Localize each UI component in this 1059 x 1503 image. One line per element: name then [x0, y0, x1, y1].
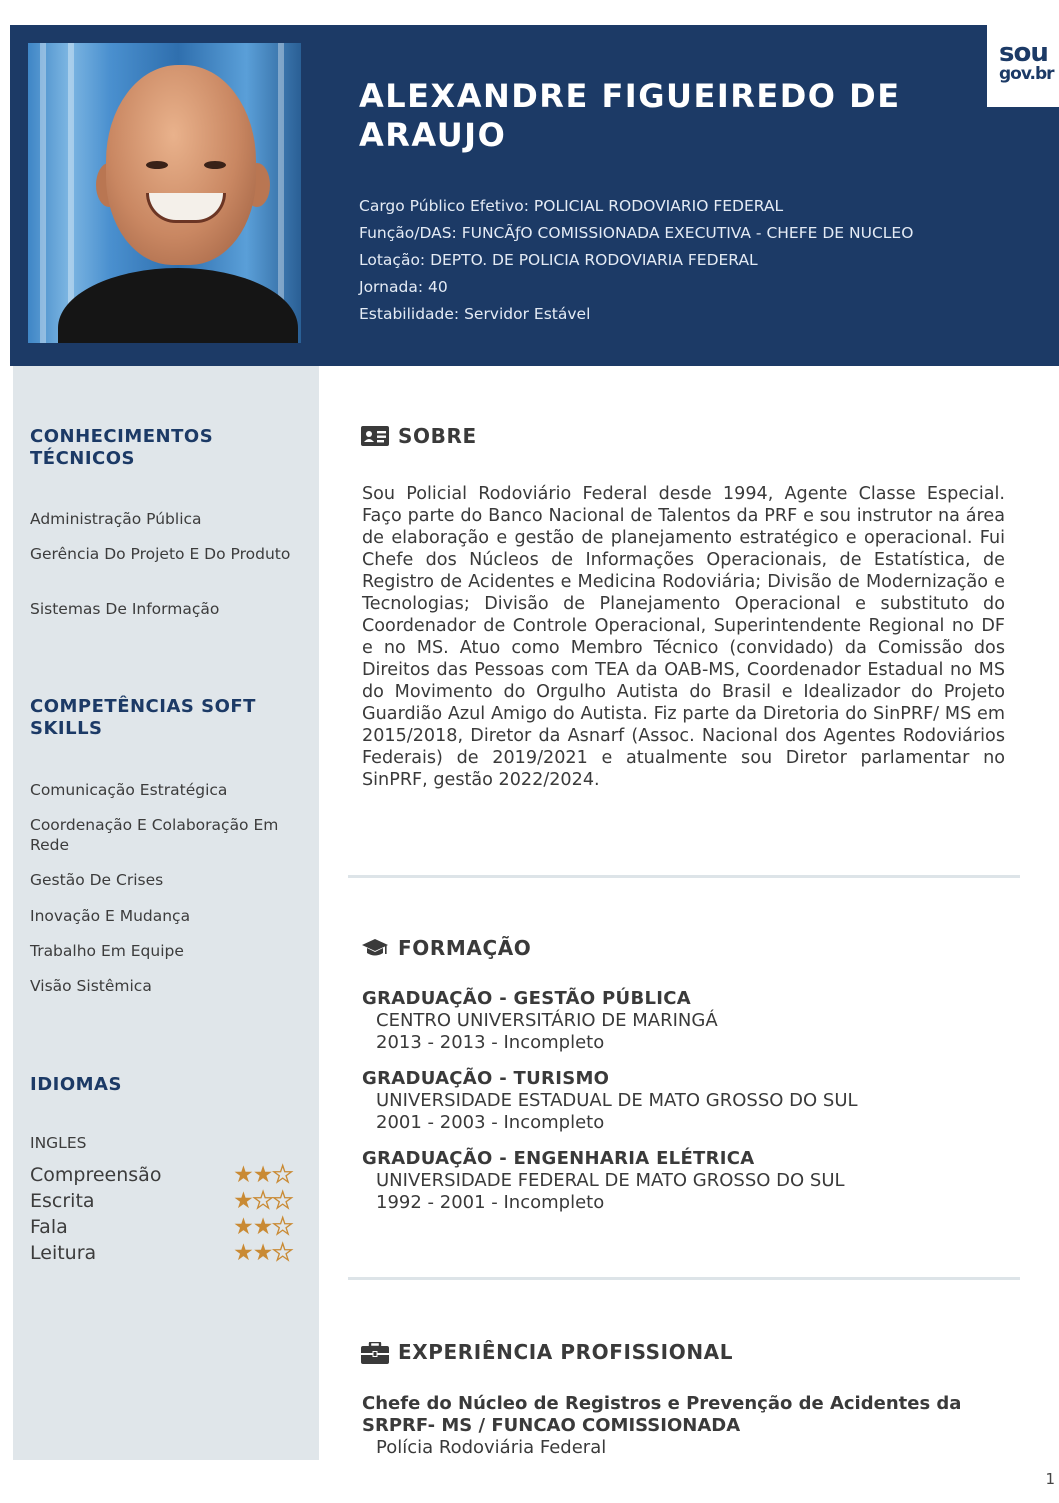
info-funcao: Função/DAS: FUNCÃƒO COMISSIONADA EXECUTIVA - CHEFE DE NUCLEO: [359, 224, 914, 242]
star-rating: [233, 1240, 292, 1266]
star-empty-icon: ★: [272, 1240, 292, 1266]
about-text: Sou Policial Rodoviário Federal desde 1994, Agente Classe Especial. Faço parte do Banco Nacional de Talentos da PRF e sou instrutor na área de elaboração e gestão de planejamento estratégico e operacional. Fui Chefe dos Núcleos de Informações Operacionais, de Estatística, de Registro de Acidentes e Medicina Rodoviária; Divisão de Modernização e Tecnologias; Divisão de Planejamento Operacional e substituto do Coordenador de Controle Operacional, Superintendente Regional no DF e no MS. Atuo como Membro Técnico (convidado) da Comissão dos Direitos das Pessoas com TEA da OAB-MS, Coordenador Estadual no MS do Movimento do Orgulho Autista do Brasil e Idealizador do Projeto Guardião Azul Amigo do Autista. Fiz parte da Diretoria do SinPRF/ MS em 2015/2018, Diretor da Asnarf (Assoc. Nacional dos Agentes Rodoviários Federais) de 2019/2021 e atualmente sou Diretor parlamentar no SinPRF, gestão 2022/2024.: [362, 484, 1005, 790]
education-item: [362, 1068, 1022, 1134]
soft-skills-title: COMPETÊNCIAS SOFT SKILLS: [30, 696, 256, 739]
degree-title: GRADUAÇÃO - GESTÃO PÚBLICA: [362, 988, 691, 1009]
star-filled-icon: ★: [233, 1188, 253, 1214]
skill-label: Fala: [30, 1216, 68, 1238]
profile-info: [359, 193, 1019, 328]
star-filled-icon: ★: [233, 1214, 253, 1240]
section-divider: [348, 1277, 1020, 1280]
profile-name: ALEXANDRE FIGUEIREDO DE ARAUJO: [359, 77, 901, 154]
star-filled-icon: ★: [252, 1240, 273, 1266]
language-name: INGLES: [30, 1134, 87, 1152]
star-filled-icon: ★: [252, 1162, 273, 1188]
tech-skill-item: Gerência Do Projeto E Do Produto: [30, 545, 291, 563]
star-filled-icon: ★: [233, 1240, 253, 1266]
sou-govbr-logo: sou gov.br: [987, 25, 1059, 107]
soft-skill-item: Gestão De Crises: [30, 871, 164, 889]
tech-skills-title: CONHECIMENTOS TÉCNICOS: [30, 426, 214, 469]
info-lotacao: Lotação: DEPTO. DE POLICIA RODOVIARIA FEDERAL: [359, 251, 758, 269]
star-empty-icon: ★: [272, 1214, 292, 1240]
skill-label: Leitura: [30, 1242, 97, 1264]
degree-title: GRADUAÇÃO - ENGENHARIA ELÉTRICA: [362, 1148, 755, 1169]
language-skill-row: [30, 1190, 292, 1216]
soft-skill-item: Coordenação E Colaboração Em Rede: [30, 816, 279, 854]
soft-skill-item: Trabalho Em Equipe: [30, 942, 184, 960]
star-filled-icon: ★: [233, 1162, 253, 1188]
language-skill-row: [30, 1242, 292, 1268]
education-item: [362, 988, 1022, 1054]
star-empty-icon: ★: [252, 1188, 273, 1214]
sidebar: [13, 366, 319, 1460]
soft-skill-item: Inovação E Mudança: [30, 907, 191, 925]
star-rating: [233, 1188, 292, 1214]
education-item: [362, 1148, 1022, 1214]
education-dates: 1992 - 2001 - Incompleto: [376, 1192, 605, 1213]
institution: UNIVERSIDADE FEDERAL DE MATO GROSSO DO SUL: [376, 1170, 845, 1191]
page-number: 1: [1045, 1470, 1055, 1488]
language-skill-row: [30, 1164, 292, 1190]
tech-skill-item: Administração Pública: [30, 510, 202, 528]
profile-header: [10, 25, 1059, 366]
star-rating: [233, 1214, 292, 1240]
languages-title: IDIOMAS: [30, 1074, 122, 1095]
soft-skill-item: Comunicação Estratégica: [30, 781, 228, 799]
profile-photo: [28, 43, 301, 343]
info-estabilidade: Estabilidade: Servidor Estável: [359, 305, 591, 323]
tech-skill-item: Sistemas De Informação: [30, 600, 220, 618]
education-dates: 2001 - 2003 - Incompleto: [376, 1112, 605, 1133]
job-role: Chefe do Núcleo de Registros e Prevenção de Acidentes da SRPRF- MS / FUNCAO COMISSIONADA: [362, 1393, 962, 1436]
briefcase-icon: [361, 1342, 389, 1364]
star-empty-icon: ★: [272, 1188, 292, 1214]
skill-label: Compreensão: [30, 1164, 162, 1186]
star-filled-icon: ★: [252, 1214, 273, 1240]
star-empty-icon: ★: [272, 1162, 292, 1188]
skill-label: Escrita: [30, 1190, 95, 1212]
job-organization: Polícia Rodoviária Federal: [376, 1437, 607, 1458]
info-jornada: Jornada: 40: [359, 278, 448, 296]
degree-title: GRADUAÇÃO - TURISMO: [362, 1068, 610, 1089]
experience-item: [362, 1393, 1022, 1459]
institution: CENTRO UNIVERSITÁRIO DE MARINGÁ: [376, 1010, 718, 1031]
institution: UNIVERSIDADE ESTADUAL DE MATO GROSSO DO SUL: [376, 1090, 858, 1111]
star-rating: [233, 1162, 292, 1188]
soft-skill-item: Visão Sistêmica: [30, 977, 152, 995]
education-dates: 2013 - 2013 - Incompleto: [376, 1032, 605, 1053]
graduation-cap-icon: [361, 938, 389, 958]
section-divider: [348, 875, 1020, 878]
info-cargo: Cargo Público Efetivo: POLICIAL RODOVIARIO FEDERAL: [359, 197, 784, 215]
language-skill-row: [30, 1216, 292, 1242]
id-card-icon: [361, 426, 389, 446]
